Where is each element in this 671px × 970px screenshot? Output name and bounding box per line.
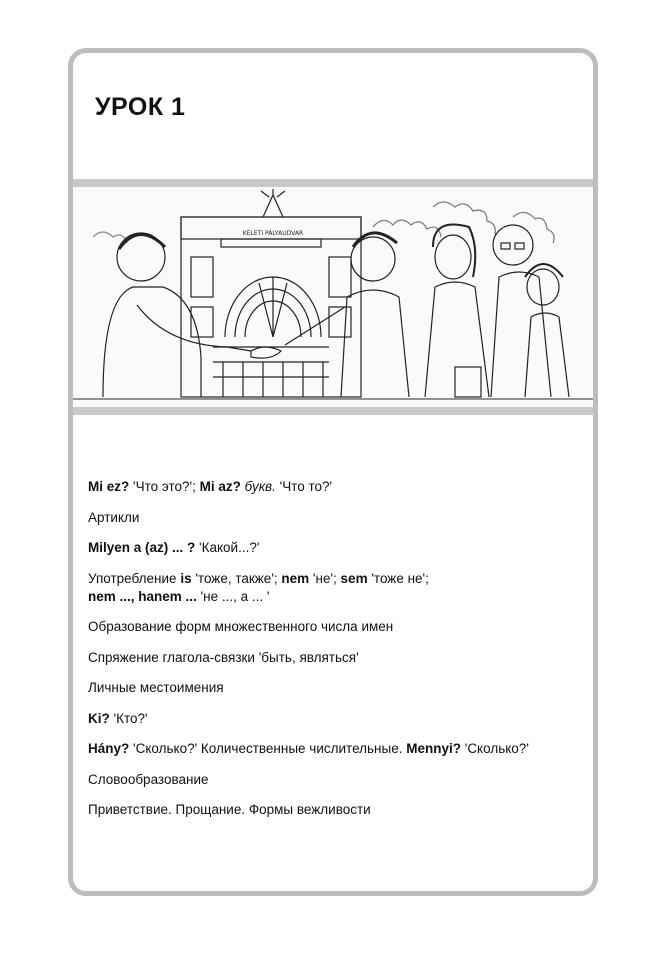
topic-item: Ki? 'Кто?'	[88, 710, 148, 726]
topic-item: Спряжение глагола-связки 'быть, являться'	[88, 649, 359, 665]
topic-item: Образование форм множественного числа имен	[88, 619, 394, 634]
bottom-band	[73, 407, 593, 415]
illustration	[73, 187, 593, 407]
topic-item: Артикли	[88, 509, 140, 525]
topic-item: Milyen a (az) ... ? 'Какой...?'	[88, 540, 260, 555]
topic-item: Приветствие. Прощание. Формы вежливости	[88, 802, 371, 817]
topics-list	[88, 478, 588, 832]
railway-station-scene-illustration	[73, 187, 593, 407]
lesson-title: УРОК 1	[95, 93, 186, 121]
top-band	[73, 179, 593, 187]
topic-item: Личные местоимения	[88, 680, 224, 695]
lesson-card	[68, 48, 598, 896]
station-sign: KELETI PÁLYAUDVAR	[242, 230, 304, 237]
topic-item: Mi ez? 'Что это?'; Mi az? букв. 'Что то?'	[88, 479, 333, 494]
topic-item: Hány? 'Сколько?' Количественные числительные. Mennyi? 'Сколько?'	[88, 741, 529, 756]
topic-item: Употребление is 'тоже, также'; nem 'не'; sem 'тоже не'; nem ..., hanem ... 'не ..., а ... '	[88, 570, 429, 604]
topic-item: Словообразование	[88, 771, 209, 787]
